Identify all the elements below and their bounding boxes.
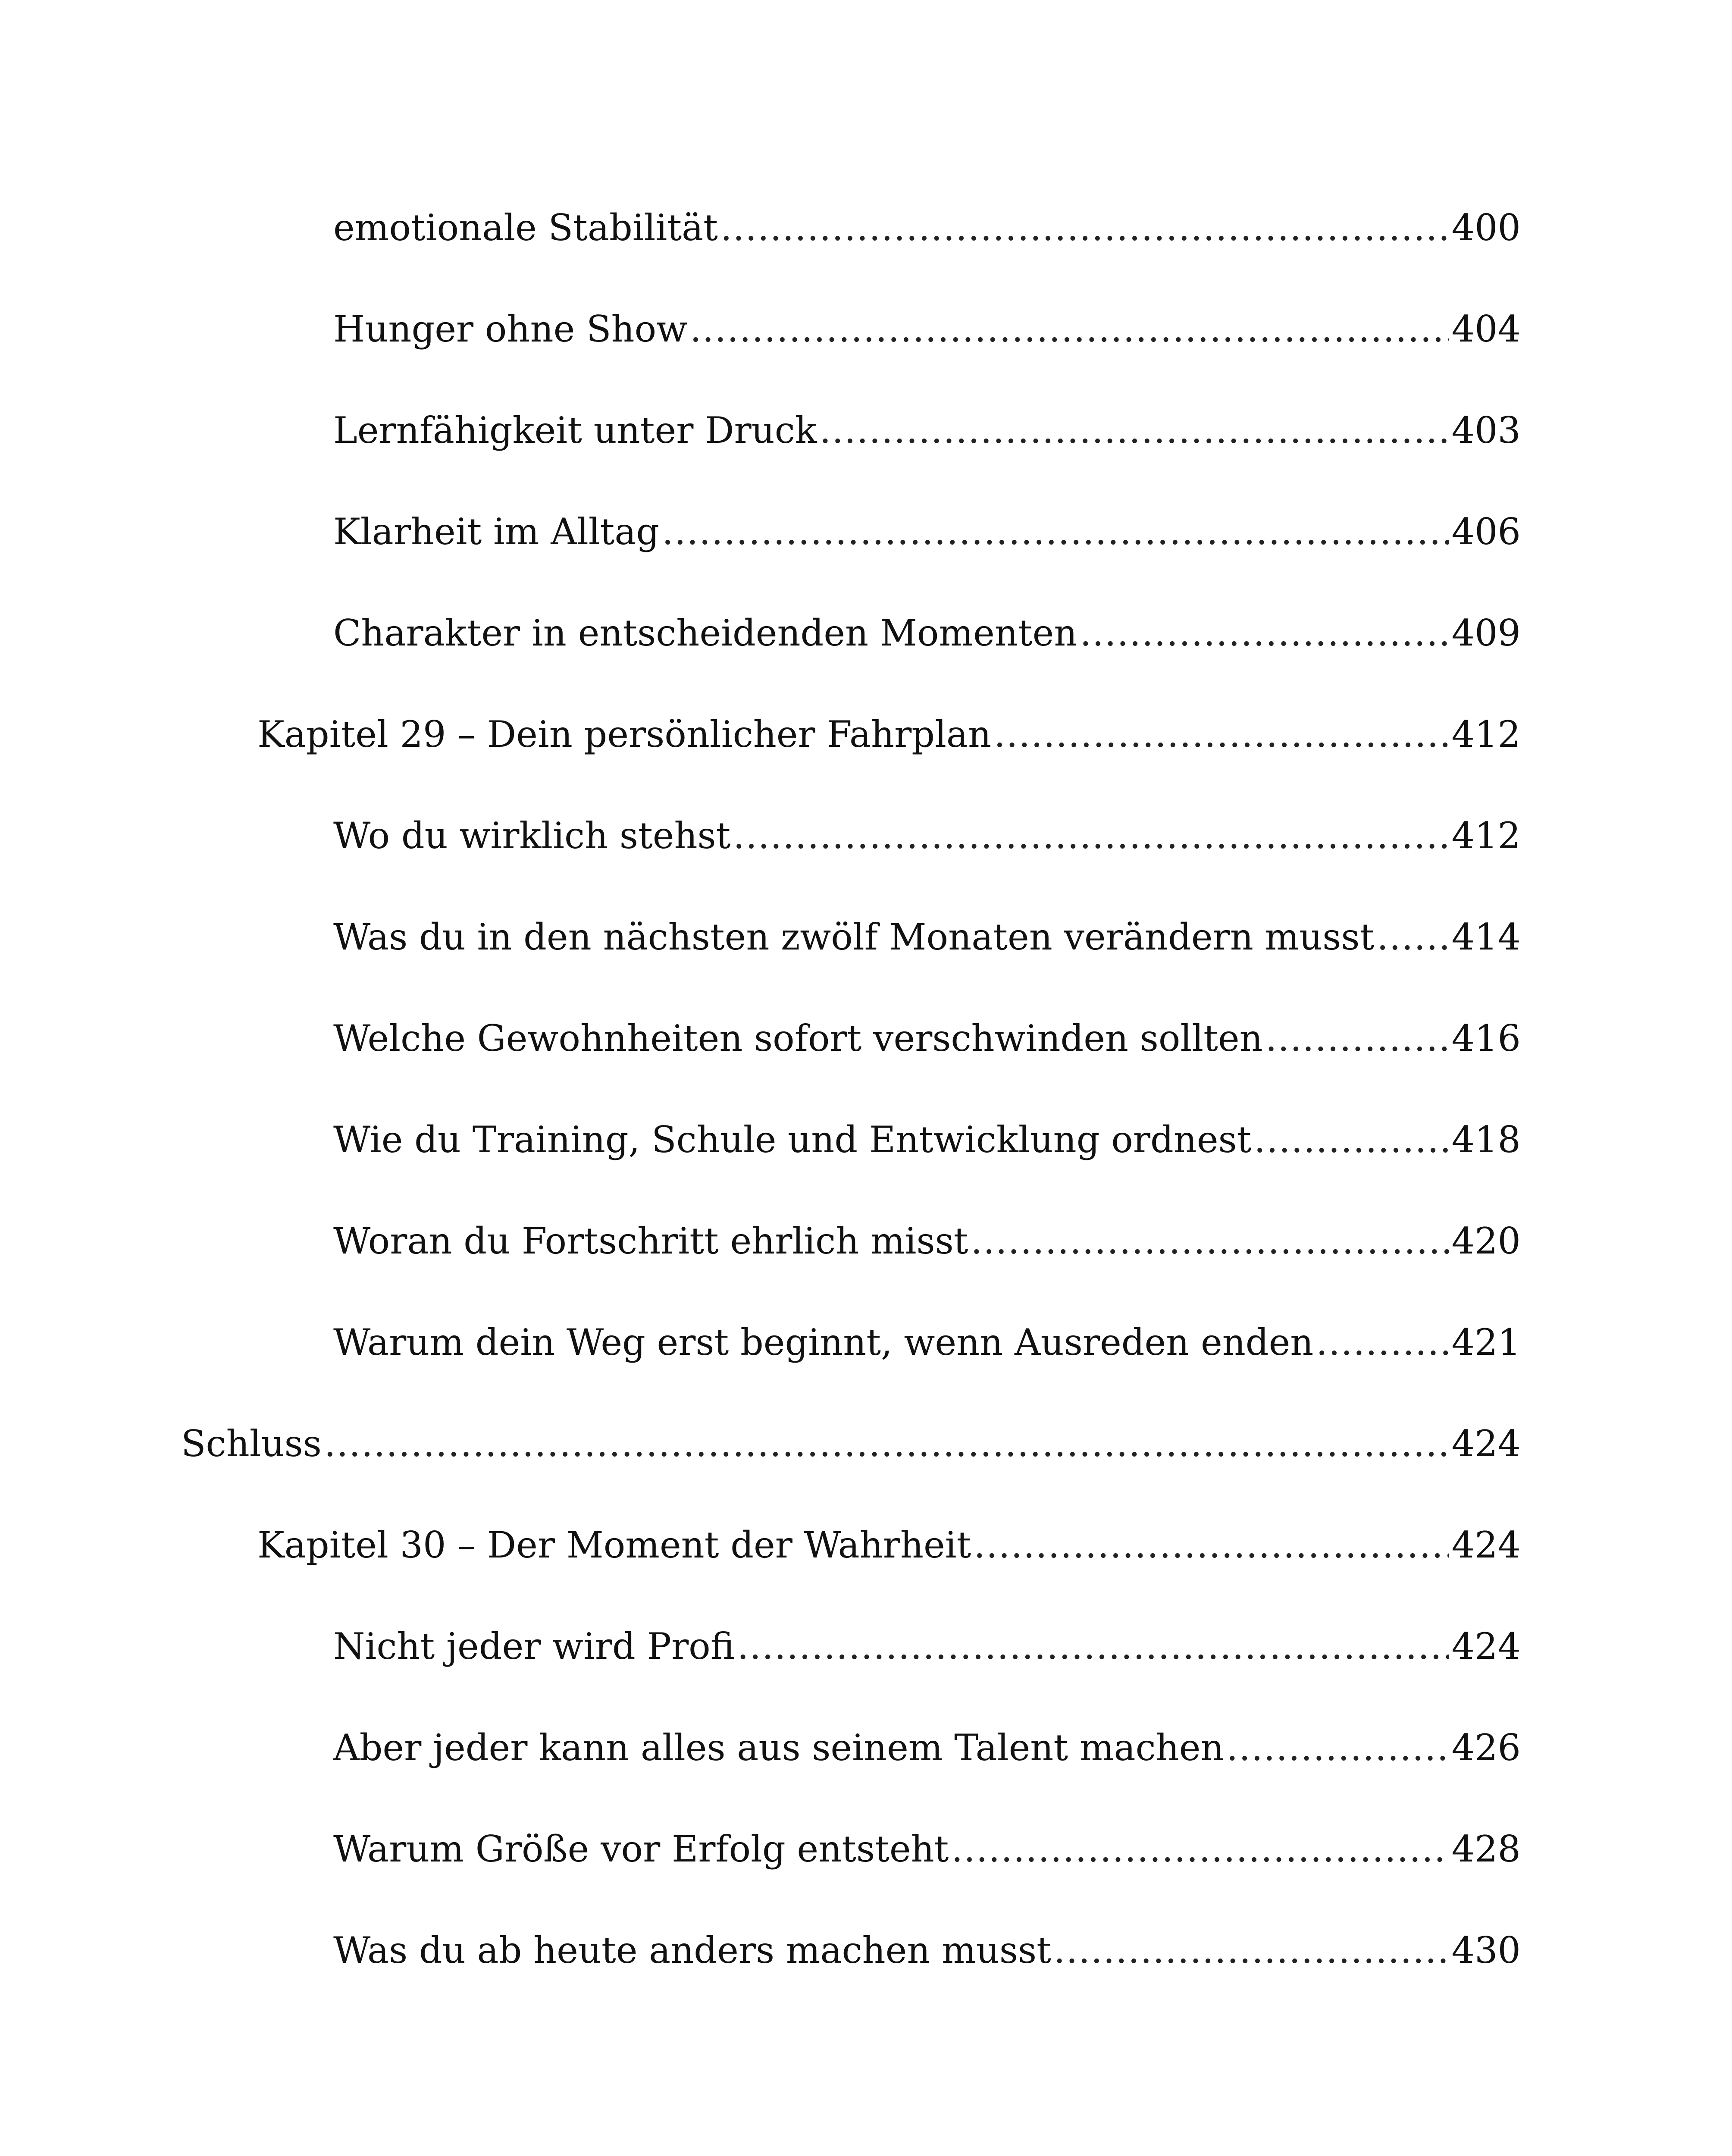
toc-entry-title: Welche Gewohnheiten sofort verschwinden sollten: [333, 1017, 1263, 1059]
toc-entry-title: Schluss: [181, 1423, 322, 1465]
toc-dot-leader: [820, 412, 1449, 448]
toc-entry-page: 404: [1451, 308, 1521, 350]
toc-dot-leader: [971, 1223, 1449, 1259]
toc-entry-chapter[interactable]: [257, 692, 1521, 755]
toc-dot-leader: [1080, 615, 1449, 651]
toc-entry-title: emotionale Stabilität: [333, 207, 718, 249]
toc-entry-title: Wo du wirklich stehst: [333, 815, 731, 857]
toc-entry-title: Lernfähigkeit unter Druck: [333, 409, 817, 451]
toc-entry-title: Aber jeder kann alles aus seinem Talent machen: [333, 1727, 1224, 1769]
toc-entry-page: 424: [1451, 1625, 1521, 1667]
toc-entry-title: Kapitel 30 – Der Moment der Wahrheit: [257, 1524, 971, 1566]
toc-entry-page: 400: [1451, 207, 1521, 249]
toc-entry[interactable]: [333, 1199, 1521, 1262]
toc-dot-leader: [1227, 1730, 1449, 1766]
toc-dot-leader: [994, 716, 1449, 752]
toc-entry[interactable]: [333, 591, 1521, 654]
toc-entry-title: Hunger ohne Show: [333, 308, 688, 350]
toc-entry-page: 418: [1451, 1119, 1521, 1161]
toc-dot-leader: [737, 1628, 1449, 1664]
toc-dot-leader: [720, 210, 1449, 246]
toc-entry-page: 416: [1451, 1017, 1521, 1059]
toc-entry-page: 420: [1451, 1220, 1521, 1262]
toc-entry-page: 421: [1451, 1321, 1521, 1363]
toc-entry-title: Was du ab heute anders machen musst: [333, 1929, 1051, 1971]
toc-entry-page: 428: [1451, 1828, 1521, 1870]
toc-entry[interactable]: [333, 1604, 1521, 1667]
toc-entry[interactable]: [333, 287, 1521, 350]
toc-entry-chapter[interactable]: [257, 1503, 1521, 1566]
toc-dot-leader: [951, 1831, 1449, 1867]
toc-entry-page: 409: [1451, 612, 1521, 654]
toc-dot-leader: [324, 1426, 1449, 1462]
toc-entry-title: Was du in den nächsten zwölf Monaten verändern musst: [333, 916, 1375, 958]
toc-entry[interactable]: [333, 489, 1521, 553]
toc-entry-page: 412: [1451, 815, 1521, 857]
toc-dot-leader: [662, 514, 1449, 550]
toc-dot-leader: [733, 818, 1449, 854]
toc-entry[interactable]: [333, 996, 1521, 1059]
toc-dot-leader: [974, 1527, 1449, 1563]
toc-entry-page: 424: [1451, 1524, 1521, 1566]
toc-entry-title: Charakter in entscheidenden Momenten: [333, 612, 1077, 654]
toc-entry[interactable]: [333, 1097, 1521, 1161]
toc-entry-page: 430: [1451, 1929, 1521, 1971]
toc-entry-title: Nicht jeder wird Profi: [333, 1625, 735, 1667]
toc-entry[interactable]: [333, 1807, 1521, 1870]
toc-entry-title: Wie du Training, Schule und Entwicklung ordnest: [333, 1119, 1252, 1161]
toc-entry-title: Woran du Fortschritt ehrlich misst: [333, 1220, 968, 1262]
toc-dot-leader: [1265, 1020, 1449, 1056]
toc-entry[interactable]: [333, 895, 1521, 958]
toc-dot-leader: [1054, 1932, 1449, 1968]
toc-entry-part[interactable]: [181, 1401, 1521, 1465]
toc-entry[interactable]: [333, 1908, 1521, 1971]
toc-entry[interactable]: [333, 1705, 1521, 1769]
toc-entry-title: Klarheit im Alltag: [333, 511, 660, 553]
toc-entry-title: Warum dein Weg erst beginnt, wenn Ausreden enden: [333, 1321, 1314, 1363]
toc-entry[interactable]: [333, 793, 1521, 857]
toc-entry-page: 403: [1451, 409, 1521, 451]
toc-entry-page: 412: [1451, 713, 1521, 755]
toc-entry[interactable]: [333, 1300, 1521, 1363]
toc-entry[interactable]: [333, 388, 1521, 451]
toc-entry-title: Kapitel 29 – Dein persönlicher Fahrplan: [257, 713, 992, 755]
toc-entry-page: 414: [1451, 916, 1521, 958]
toc-dot-leader: [1377, 919, 1449, 955]
toc-entry-page: 424: [1451, 1423, 1521, 1465]
toc-dot-leader: [1316, 1324, 1449, 1360]
toc-entry[interactable]: [333, 185, 1521, 249]
toc-dot-leader: [690, 311, 1449, 347]
toc-entry-title: Warum Größe vor Erfolg entsteht: [333, 1828, 949, 1870]
toc-entry-page: 406: [1451, 511, 1521, 553]
toc-dot-leader: [1254, 1122, 1449, 1158]
toc-entry-page: 426: [1451, 1727, 1521, 1769]
